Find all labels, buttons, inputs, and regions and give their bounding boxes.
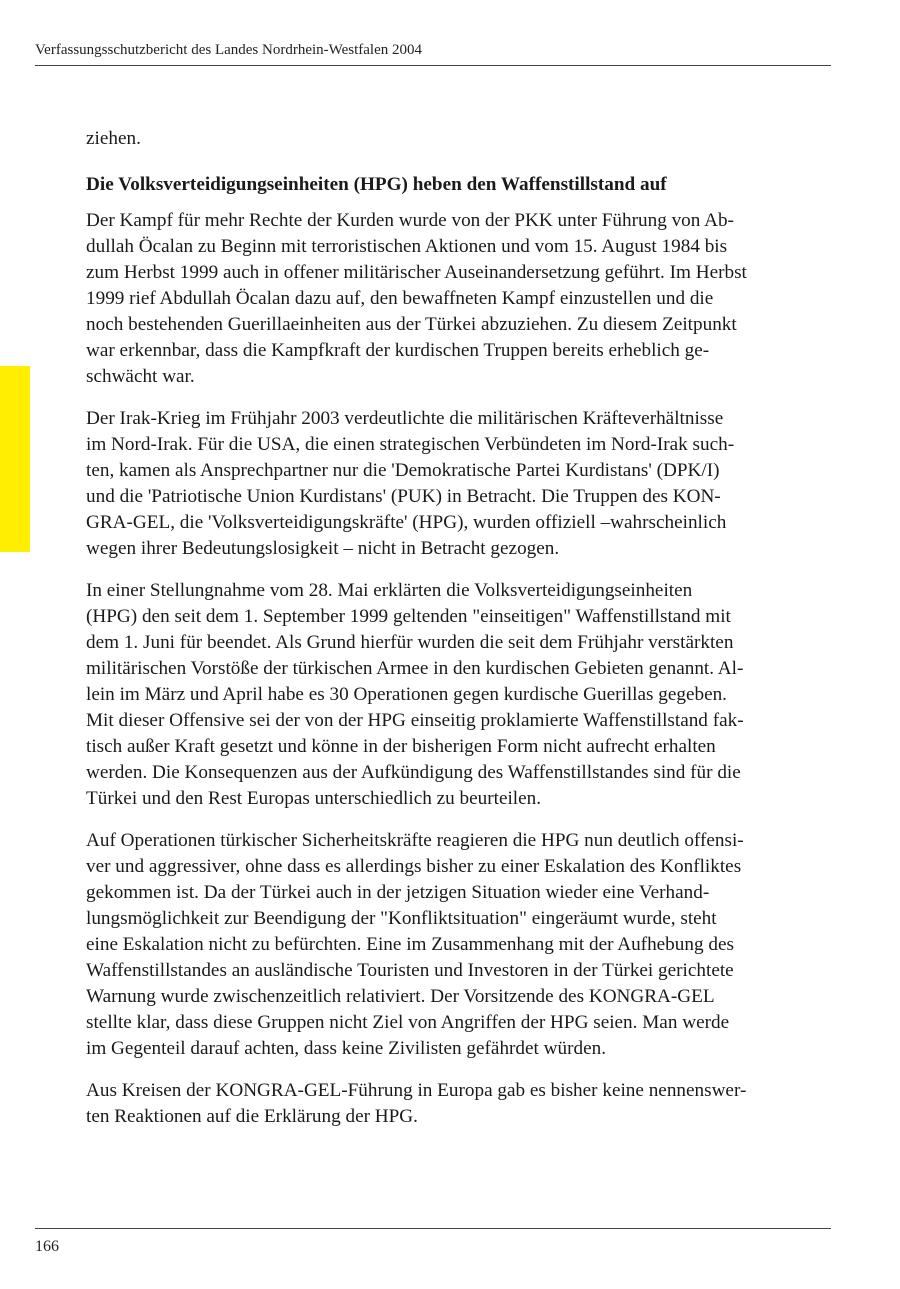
text-line: werden. Die Konsequenzen aus der Aufkündigung des Waffenstillstandes sind für die xyxy=(86,762,741,783)
text-line: In einer Stellungnahme vom 28. Mai erklärten die Volksverteidigungseinheiten xyxy=(86,580,693,601)
text-line: gekommen ist. Da der Türkei auch in der jetzigen Situation wieder eine Verhand- xyxy=(86,882,710,903)
paragraph xyxy=(86,406,831,562)
text-line: lungsmöglichkeit zur Beendigung der "Konfliktsituation" eingeräumt wurde, steht xyxy=(86,908,717,929)
text-line: Türkei und den Rest Europas unterschiedlich zu beurteilen. xyxy=(86,788,542,809)
paragraph xyxy=(86,1078,831,1130)
text-line: militärischen Vorstöße der türkischen Armee in den kurdischen Gebieten genannt. Al- xyxy=(86,658,744,679)
section-heading: Die Volksverteidigungseinheiten (HPG) heben den Waffenstillstand auf xyxy=(86,174,667,195)
text-line: im Nord-Irak. Für die USA, die einen strategischen Verbündeten im Nord-Irak such- xyxy=(86,434,735,455)
paragraph xyxy=(86,208,831,390)
text-line: ten, kamen als Ansprechpartner nur die 'Demokratische Partei Kurdistans' (DPK/I) xyxy=(86,460,720,481)
text-line: und die 'Patriotische Union Kurdistans' (PUK) in Betracht. Die Truppen des KON- xyxy=(86,486,721,507)
text-line: im Gegenteil darauf achten, dass keine Zivilisten gefährdet würden. xyxy=(86,1038,607,1059)
continued-text: ziehen. xyxy=(86,128,141,149)
paragraph xyxy=(86,578,831,812)
text-line: Waffenstillstandes an ausländische Touristen und Investoren in der Türkei gerichtete xyxy=(86,960,734,981)
text-line: Der Irak-Krieg im Frühjahr 2003 verdeutlichte die militärischen Kräfteverhältnisse xyxy=(86,408,724,429)
text-line: 1999 rief Abdullah Öcalan dazu auf, den bewaffneten Kampf einzustellen und die xyxy=(86,288,714,309)
text-line: Auf Operationen türkischer Sicherheitskräfte reagieren die HPG nun deutlich offensi- xyxy=(86,830,744,851)
text-line: Warnung wurde zwischenzeitlich relativiert. Der Vorsitzende des KONGRA-GEL xyxy=(86,986,715,1007)
text-line: ten Reaktionen auf die Erklärung der HPG. xyxy=(86,1106,418,1127)
text-line: GRA-GEL, die 'Volksverteidigungskräfte' (HPG), wurden offiziell –wahrscheinlich xyxy=(86,512,727,533)
footer-rule xyxy=(35,1228,831,1229)
text-line: Der Kampf für mehr Rechte der Kurden wurde von der PKK unter Führung von Ab- xyxy=(86,210,734,231)
text-line: dullah Öcalan zu Beginn mit terroristischen Aktionen und vom 15. August 1984 bis xyxy=(86,236,728,257)
text-line: war erkennbar, dass die Kampfkraft der kurdischen Truppen bereits erheblich ge- xyxy=(86,340,710,361)
page-number: 166 xyxy=(35,1238,59,1255)
header-rule xyxy=(35,65,831,66)
text-line: tisch außer Kraft gesetzt und könne in der bisherigen Form nicht aufrecht erhalten xyxy=(86,736,716,757)
text-line: dem 1. Juni für beendet. Als Grund hierfür wurden die seit dem Frühjahr verstärkten xyxy=(86,632,734,653)
text-line: Aus Kreisen der KONGRA-GEL-Führung in Europa gab es bisher keine nennenswer- xyxy=(86,1080,747,1101)
text-line: noch bestehenden Guerillaeinheiten aus der Türkei abzuziehen. Zu diesem Zeitpunkt xyxy=(86,314,737,335)
page-content xyxy=(86,126,831,1146)
text-line: ver und aggressiver, ohne dass es allerdings bisher zu einer Eskalation des Konfliktes xyxy=(86,856,742,877)
side-marker xyxy=(0,366,30,552)
text-line: zum Herbst 1999 auch in offener militärischer Auseinandersetzung geführt. Im Herbst xyxy=(86,262,747,283)
text-line: schwächt war. xyxy=(86,366,195,387)
text-line: eine Eskalation nicht zu befürchten. Eine im Zusammenhang mit der Aufhebung des xyxy=(86,934,734,955)
body-paragraphs xyxy=(86,208,831,1130)
text-line: stellte klar, dass diese Gruppen nicht Ziel von Angriffen der HPG seien. Man werde xyxy=(86,1012,730,1033)
text-line: wegen ihrer Bedeutungslosigkeit – nicht in Betracht gezogen. xyxy=(86,538,560,559)
running-header: Verfassungsschutzbericht des Landes Nordrhein-Westfalen 2004 xyxy=(35,42,423,58)
text-line: (HPG) den seit dem 1. September 1999 geltenden "einseitigen" Waffenstillstand mit xyxy=(86,606,731,627)
text-line: Mit dieser Offensive sei der von der HPG einseitig proklamierte Waffenstillstand fak- xyxy=(86,710,744,731)
text-line: lein im März und April habe es 30 Operationen gegen kurdische Guerillas gegeben. xyxy=(86,684,727,705)
paragraph xyxy=(86,828,831,1062)
